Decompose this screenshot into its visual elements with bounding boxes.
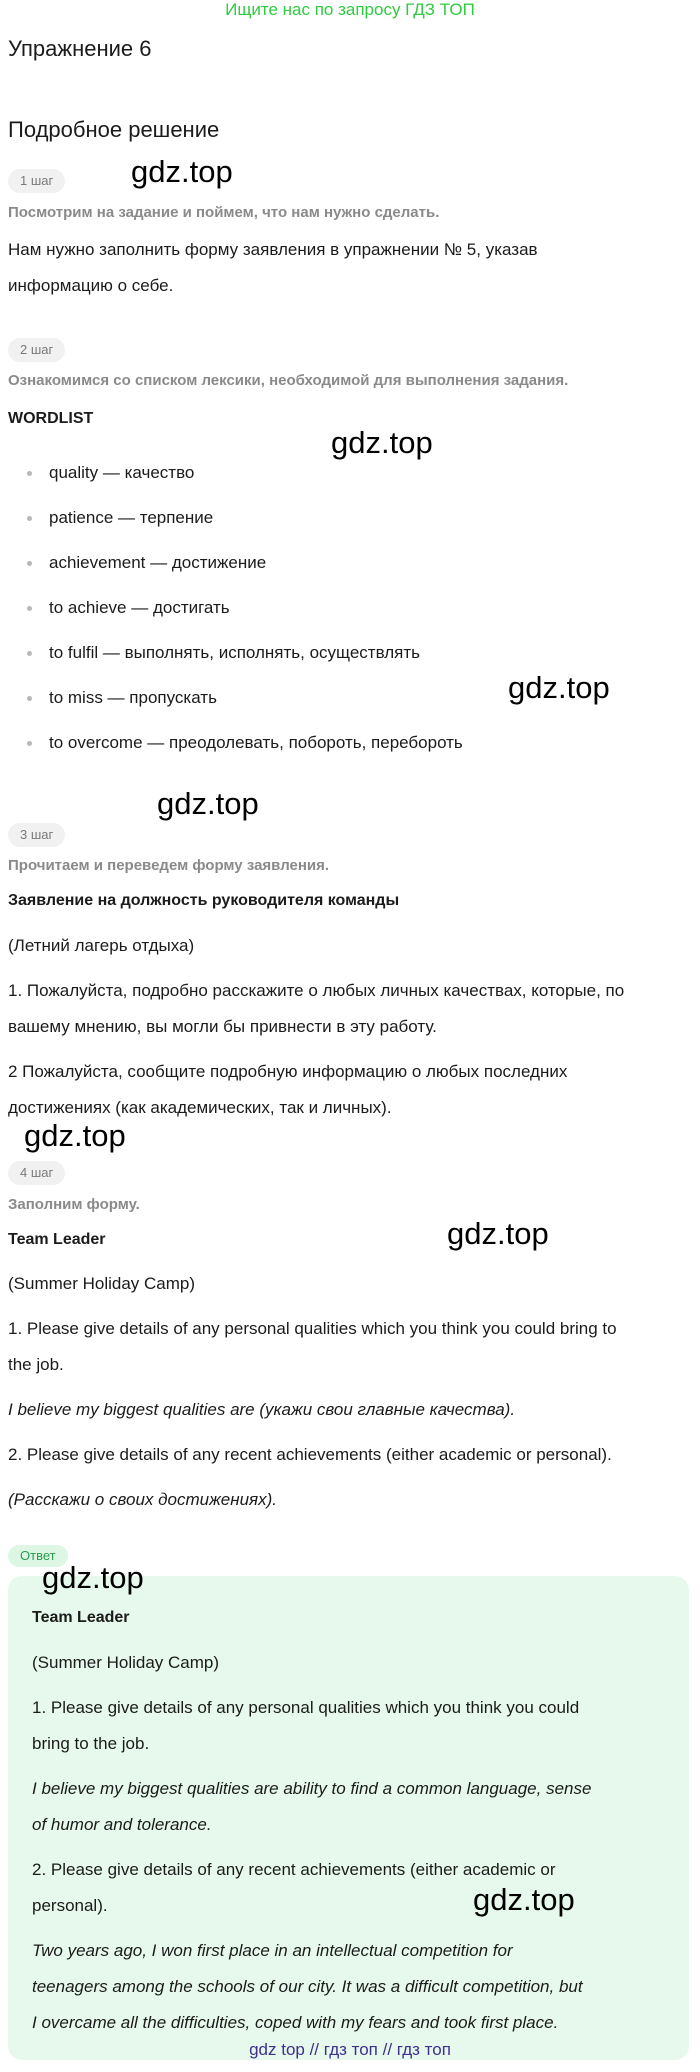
watermark: gdz.top bbox=[131, 154, 233, 189]
answer-line: of humor and tolerance. bbox=[32, 1815, 212, 1834]
step-text-line: информацию о себе. bbox=[8, 276, 174, 295]
list-item-text: achievement — достижение bbox=[49, 553, 267, 572]
answer-line: Two years ago, I won first place in an intellectual competition for bbox=[32, 1941, 513, 1960]
watermark: gdz.top bbox=[447, 1216, 549, 1251]
form-heading: Team Leader bbox=[8, 1231, 106, 1248]
answer-line: I believe my biggest qualities are (укажи свои главные качества). bbox=[8, 1400, 516, 1419]
step-text-line: Нам нужно заполнить форму заявления в упражнении № 5, указав bbox=[8, 240, 538, 259]
answer-line: I believe my biggest qualities are ability to find a common language, sense bbox=[32, 1779, 592, 1798]
list-item-text: quality — качество bbox=[49, 463, 195, 482]
answer-line: (Расскажи о своих достижениях). bbox=[8, 1490, 278, 1509]
bullet-icon bbox=[27, 651, 32, 656]
question-line: bring to the job. bbox=[32, 1734, 150, 1753]
question-line: 2. Please give details of any recent achievements (either academic or personal). bbox=[8, 1445, 612, 1464]
bullet-icon bbox=[27, 471, 32, 476]
question-line: 1. Please give details of any personal qualities which you think you could bbox=[32, 1698, 580, 1717]
exercise-title: Упражнение 6 bbox=[8, 36, 152, 61]
watermark: gdz.top bbox=[24, 1118, 126, 1153]
step-intro: Прочитаем и переведем форму заявления. bbox=[8, 857, 330, 874]
form-subheading: (Summer Holiday Camp) bbox=[8, 1274, 196, 1293]
watermark: gdz.top bbox=[508, 670, 610, 705]
step-intro: Посмотрим на задание и поймем, что нам нужно сделать. bbox=[8, 204, 440, 221]
step-badge: 3 шаг bbox=[8, 823, 65, 847]
step-badge: 1 шаг bbox=[8, 169, 65, 193]
list-item bbox=[0, 500, 600, 545]
question-line: 1. Пожалуйста, подробно расскажите о любых личных качествах, которые, по bbox=[8, 981, 625, 1000]
bullet-icon bbox=[27, 741, 32, 746]
question-line: вашему мнению, вы могли бы привнести в эту работу. bbox=[8, 1017, 437, 1036]
question-line: 2 Пожалуйста, сообщите подробную информацию о любых последних bbox=[8, 1062, 568, 1081]
step-badge: 4 шаг bbox=[8, 1161, 65, 1185]
wordlist bbox=[0, 455, 600, 770]
question-line: the job. bbox=[8, 1355, 64, 1374]
step-intro: Заполним форму. bbox=[8, 1196, 140, 1213]
list-item bbox=[0, 590, 600, 635]
answer-heading: Team Leader bbox=[32, 1609, 130, 1626]
bullet-icon bbox=[27, 606, 32, 611]
list-item-text: to overcome — преодолевать, побороть, перебороть bbox=[49, 733, 463, 752]
answer-line: teenagers among the schools of our city. It was a difficult competition, but bbox=[32, 1977, 583, 1996]
form-heading: Заявление на должность руководителя команды bbox=[8, 892, 400, 909]
question-line: personal). bbox=[32, 1896, 108, 1915]
list-item bbox=[0, 725, 600, 770]
bullet-icon bbox=[27, 516, 32, 521]
list-item-text: to fulfil — выполнять, исполнять, осуществлять bbox=[49, 643, 421, 662]
question-line: 2. Please give details of any recent achievements (either academic or bbox=[32, 1860, 556, 1879]
list-item-text: to achieve — достигать bbox=[49, 598, 230, 617]
watermark: gdz.top bbox=[157, 786, 259, 821]
list-item-text: patience — терпение bbox=[49, 508, 214, 527]
form-subheading: (Летний лагерь отдыха) bbox=[8, 936, 195, 955]
answer-line: I overcame all the difficulties, coped with my fears and took first place. bbox=[32, 2013, 559, 2032]
step-badge: 2 шаг bbox=[8, 338, 65, 362]
question-line: достижениях (как академических, так и личных). bbox=[8, 1098, 392, 1117]
step-intro: Ознакомимся со списком лексики, необходимой для выполнения задания. bbox=[8, 372, 569, 389]
wordlist-heading: WORDLIST bbox=[8, 410, 94, 427]
bullet-icon bbox=[27, 561, 32, 566]
watermark: gdz.top bbox=[331, 425, 433, 460]
list-item bbox=[0, 455, 600, 500]
watermark: gdz.top bbox=[42, 1560, 144, 1595]
bullet-icon bbox=[27, 696, 32, 701]
list-item bbox=[0, 545, 600, 590]
answer-subheading: (Summer Holiday Camp) bbox=[32, 1653, 220, 1672]
answer-badge: Ответ bbox=[8, 1545, 68, 1567]
list-item-text: to miss — пропускать bbox=[49, 688, 217, 707]
footer-links: gdz top // гдз топ // гдз топ bbox=[249, 2040, 451, 2059]
question-line: 1. Please give details of any personal qualities which you think you could bring to bbox=[8, 1319, 617, 1338]
watermark: gdz.top bbox=[473, 1882, 575, 1917]
search-banner: Ищите нас по запросу ГДЗ ТОП bbox=[225, 0, 475, 19]
solution-title: Подробное решение bbox=[8, 117, 220, 142]
